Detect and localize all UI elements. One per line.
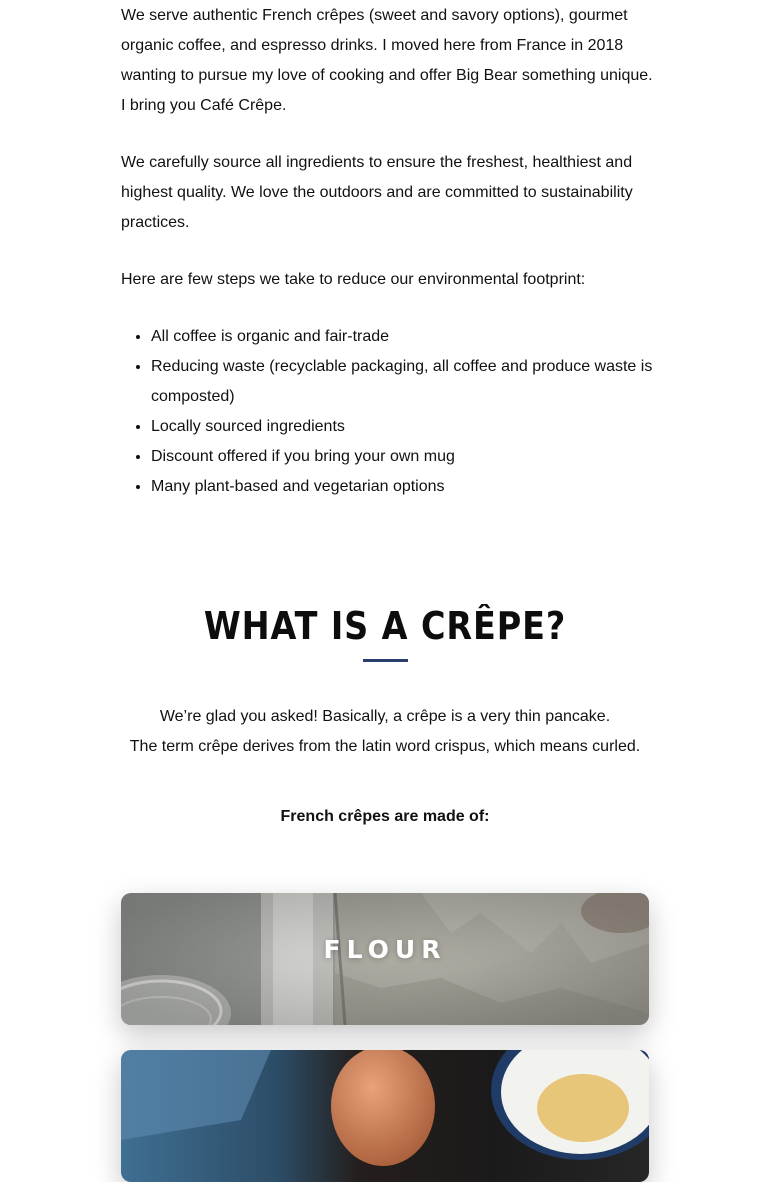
list-item: • Many plant-based and vegetarian options <box>151 472 653 502</box>
sustainability-list <box>121 322 653 502</box>
about-text-column <box>121 0 653 502</box>
intro-paragraph-1: We serve authentic French crêpes (sweet and savory options), gourmet organic coffee, and espresso drinks. I moved here from France in 2018 wanting to pursue my love of cooking and offer Big Bear something unique. I bring you Café Crêpe. <box>121 7 653 114</box>
intro-paragraph-2: We carefully source all ingredients to ensure the freshest, healthiest and highest quality. We love the outdoors and are committed to sustainability practices. <box>121 154 633 231</box>
list-item: • Reducing waste (recyclable packaging, all coffee and produce waste is composted) <box>151 352 653 412</box>
crepe-description-line-2: The term crêpe derives from the latin word crispus, which means curled. <box>129 738 641 755</box>
crepe-description-line-1: We’re glad you asked! Basically, a crêpe is a very thin pancake. <box>159 708 611 725</box>
ingredient-card-flour[interactable] <box>121 893 649 1025</box>
ingredient-label: FLOUR <box>323 935 447 964</box>
section-title: WHAT IS A CRÊPE? <box>203 604 567 648</box>
ingredient-card-eggs[interactable] <box>121 1050 649 1182</box>
eggs-photo <box>121 1050 649 1182</box>
made-of-heading: French crêpes are made of: <box>280 808 490 825</box>
list-item: • Discount offered if you bring your own mug <box>151 442 653 472</box>
list-item: • Locally sourced ingredients <box>151 412 653 442</box>
list-item: • All coffee is organic and fair-trade <box>151 322 653 352</box>
intro-paragraph-3: Here are few steps we take to reduce our environmental footprint: <box>121 271 586 288</box>
title-divider <box>363 659 408 662</box>
